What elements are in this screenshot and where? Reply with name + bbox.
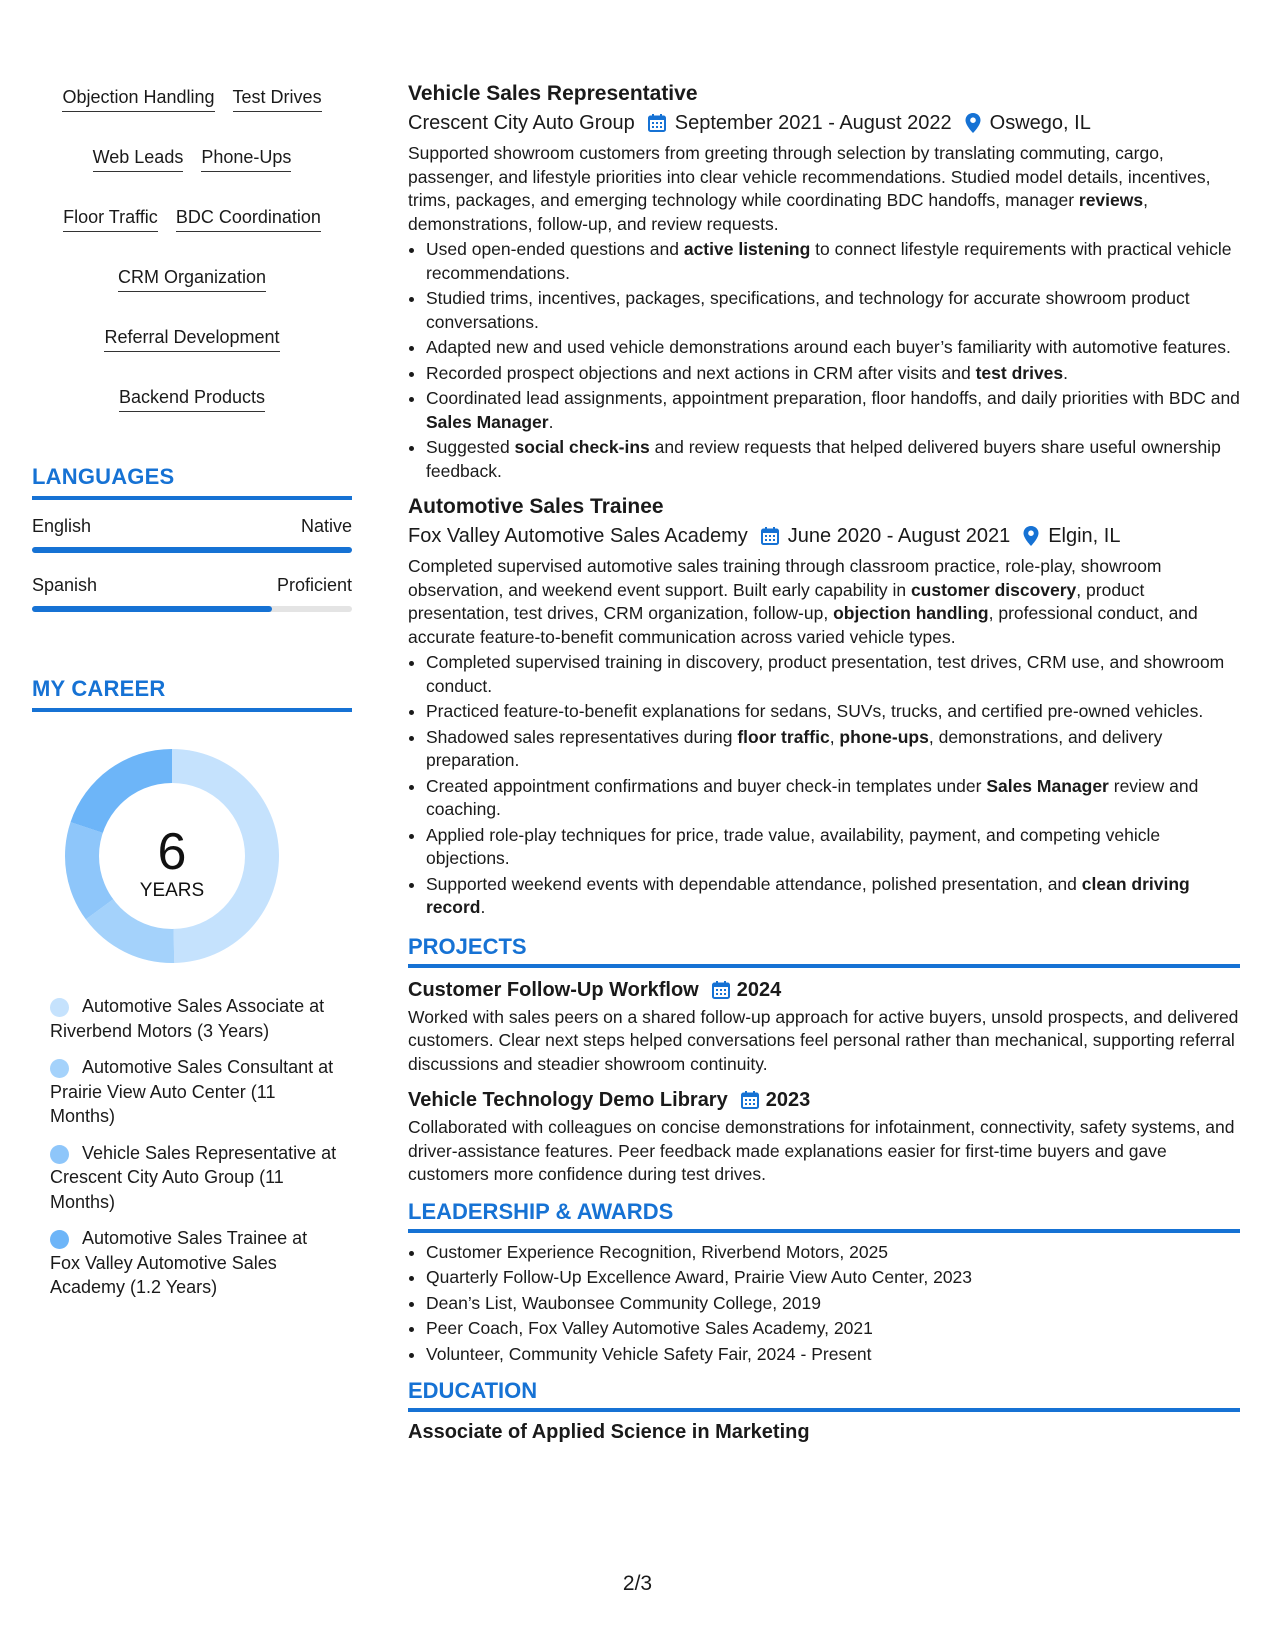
career-legend-item: Vehicle Sales Representative at Crescent City Auto Group (11 Months) <box>50 1142 337 1212</box>
job-bullet: • Studied trims, incentives, packages, specifications, and technology for accurate showroom product conversations. <box>426 287 1240 334</box>
education-degree: Associate of Applied Science in Marketing <box>408 1421 810 1443</box>
project-title: Vehicle Technology Demo Library <box>408 1089 728 1111</box>
language-level-fill <box>32 547 352 553</box>
job-entry <box>408 493 1240 920</box>
job-bullet: • Suggested social check-ins and review requests that helped delivered buyers share useful ownership feedback. <box>426 436 1240 483</box>
calendar-icon <box>647 113 667 133</box>
job-bullet: • Recorded prospect objections and next actions in CRM after visits and test drives. <box>426 362 1240 386</box>
project-description: Collaborated with colleagues on concise demonstrations for infotainment, connectivity, safety systems, and driver-assistance features. Peer feedback made explanations easier for first-time buyers and gave customers more confidence during test drives. <box>408 1117 1235 1184</box>
legend-dot <box>50 1230 69 1249</box>
skill-tag: Objection Handling <box>62 86 214 112</box>
award-item: • Peer Coach, Fox Valley Automotive Sales Academy, 2021 <box>426 1317 1240 1341</box>
job-company: Crescent City Auto Group <box>408 112 635 134</box>
legend-dot <box>50 1145 69 1164</box>
skill-tag: Test Drives <box>233 86 322 112</box>
job-bullet: • Coordinated lead assignments, appointment preparation, floor handoffs, and daily priorities with BDC and Sales Manager. <box>426 387 1240 434</box>
skill-tag: BDC Coordination <box>176 206 321 232</box>
awards-heading: LEADERSHIP & AWARDS <box>408 1199 1240 1233</box>
language-level: Proficient <box>276 575 352 595</box>
projects-section <box>408 934 1240 1187</box>
language-level-bar <box>32 606 352 612</box>
job-bullet: • Applied role-play techniques for price, trade value, availability, payment, and competing vehicle objections. <box>426 824 1240 871</box>
job-dates: September 2021 - August 2022 <box>674 112 952 134</box>
language-level-fill <box>32 606 272 612</box>
job-bullet: • Used open-ended questions and active listening to connect lifestyle requirements with practical vehicle recommendations. <box>426 238 1240 285</box>
language-name: Spanish <box>32 575 98 595</box>
job-meta <box>408 521 1240 551</box>
education-heading: EDUCATION <box>408 1378 1240 1412</box>
career-section <box>32 676 352 1300</box>
skill-tag: CRM Organization <box>118 266 266 292</box>
career-legend-item: Automotive Sales Associate at Riverbend Motors (3 Years) <box>50 996 325 1041</box>
skill-tag: Floor Traffic <box>63 206 158 232</box>
award-item: • Quarterly Follow-Up Excellence Award, Prairie View Auto Center, 2023 <box>426 1266 1240 1290</box>
job-summary: Completed supervised automotive sales training through classroom practice, role-play, showroom observation, and weekend event support. Built early capability in customer discovery, product presentation, test drives, CRM organization, follow-up, objection handling, professional conduct, and accurate feature-to-benefit communication across varied vehicle types. <box>408 556 1198 647</box>
skills-tags <box>32 80 352 412</box>
language-level-bar <box>32 547 352 553</box>
career-legend-item: Automotive Sales Trainee at Fox Valley Automotive Sales Academy (1.2 Years) <box>50 1228 308 1297</box>
calendar-icon <box>740 1090 760 1110</box>
legend-dot <box>50 1059 69 1078</box>
skill-tag: Web Leads <box>93 146 184 172</box>
main-content <box>408 80 1240 1446</box>
project-title: Customer Follow-Up Workflow <box>408 978 699 1001</box>
calendar-icon <box>760 526 780 546</box>
calendar-icon <box>711 980 731 1000</box>
language-item <box>32 516 352 553</box>
page-number: 2/3 <box>622 1572 653 1595</box>
projects-heading: PROJECTS <box>408 934 1240 968</box>
job-bullet: • Completed supervised training in discovery, product presentation, test drives, CRM use, and showroom conduct. <box>426 651 1240 698</box>
job-bullet: • Practiced feature-to-benefit explanations for sedans, SUVs, trucks, and certified pre-owned vehicles. <box>426 700 1240 724</box>
map-pin-icon <box>964 112 982 134</box>
project-year: 2023 <box>765 1089 811 1111</box>
job-bullets <box>408 238 1240 483</box>
skill-tag: Referral Development <box>104 326 279 352</box>
career-total-number: 6 <box>157 823 187 881</box>
map-pin-icon <box>1022 525 1040 547</box>
job-meta <box>408 108 1240 138</box>
award-item: • Volunteer, Community Vehicle Safety Fair, 2024 - Present <box>426 1343 1240 1367</box>
career-donut-chart <box>32 734 352 974</box>
career-heading: MY CAREER <box>32 676 352 712</box>
skill-tag: Backend Products <box>119 386 265 412</box>
career-legend-item: Automotive Sales Consultant at Prairie View Auto Center (11 Months) <box>50 1057 334 1126</box>
legend-dot <box>50 998 69 1017</box>
languages-heading: LANGUAGES <box>32 464 352 500</box>
job-bullet: • Adapted new and used vehicle demonstrations around each buyer’s familiarity with automotive features. <box>426 336 1240 360</box>
project-description: Worked with sales peers on a shared follow-up approach for active buyers, unsold prospects, and delivered customers. Clear next steps helped conversations feel personal rather than mechanical, supporting referral discussions and steadier showroom continuity. <box>408 1006 1239 1074</box>
job-bullets <box>408 651 1240 920</box>
career-legend <box>32 994 352 1300</box>
job-dates: June 2020 - August 2021 <box>787 525 1011 547</box>
award-item: • Dean’s List, Waubonsee Community College, 2019 <box>426 1292 1240 1316</box>
job-location: Elgin, IL <box>1048 525 1121 547</box>
skill-tag: Phone-Ups <box>201 146 291 172</box>
job-title: Vehicle Sales Representative <box>408 82 698 105</box>
project-item <box>408 1086 1240 1187</box>
job-entry <box>408 80 1240 483</box>
language-level: Native <box>300 516 352 536</box>
awards-list <box>408 1241 1240 1367</box>
job-location: Oswego, IL <box>989 112 1091 134</box>
job-bullet: • Supported weekend events with dependable attendance, polished presentation, and clean driving record. <box>426 873 1240 920</box>
education-section <box>408 1378 1240 1446</box>
sidebar <box>32 80 352 1312</box>
project-item <box>408 976 1240 1077</box>
job-company: Fox Valley Automotive Sales Academy <box>408 525 748 547</box>
award-item: • Customer Experience Recognition, Riverbend Motors, 2025 <box>426 1241 1240 1265</box>
job-summary: Supported showroom customers from greeting through selection by translating commuting, cargo, passenger, and lifestyle priorities into clear vehicle recommendations. Studied model details, incentives, trims, packages, and emerging technology while coordinating BDC handoffs, manager reviews, demonstrations, follow-up, and review requests. <box>408 143 1211 234</box>
project-year: 2024 <box>736 978 782 1001</box>
awards-section <box>408 1199 1240 1367</box>
career-total-unit: YEARS <box>139 880 205 901</box>
languages-section <box>32 464 352 612</box>
job-bullet: • Shadowed sales representatives during floor traffic, phone-ups, demonstrations, and delivery preparation. <box>426 726 1240 773</box>
job-bullet: • Created appointment confirmations and buyer check-in templates under Sales Manager review and coaching. <box>426 775 1240 822</box>
language-name: English <box>32 516 92 536</box>
job-title: Automotive Sales Trainee <box>408 495 664 518</box>
language-item <box>32 575 352 612</box>
